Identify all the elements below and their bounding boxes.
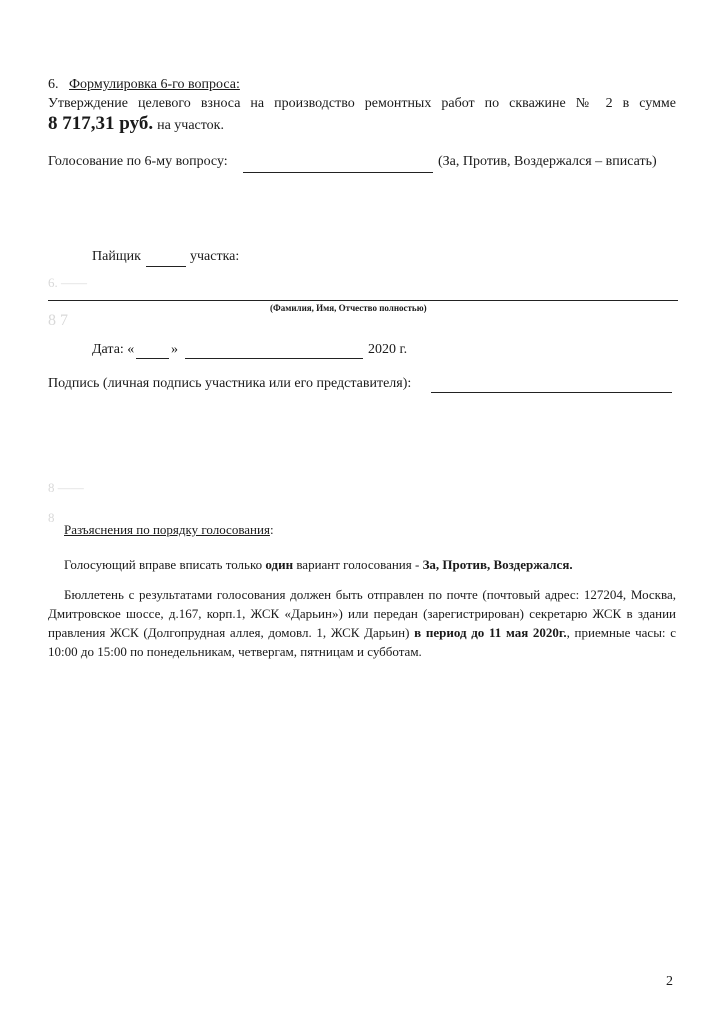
fio-input-line[interactable]: [48, 286, 678, 301]
p1-text-bold-options: За, Против, Воздержался.: [422, 557, 573, 572]
show-through-mark: 8 ——: [48, 480, 84, 495]
date-year: 2020 г.: [368, 342, 408, 357]
explanation-paragraph-1: [64, 555, 676, 574]
question-amount-line: [48, 113, 224, 135]
question-heading-text: Формулировка 6-го вопроса:: [69, 77, 240, 92]
question-number: 6.: [48, 77, 59, 92]
p2-text-bold-deadline: в период до 11 мая 2020г.: [414, 625, 567, 640]
p1-text-a: Голосующий вправе вписать только: [64, 557, 266, 572]
explanations-heading: [64, 522, 274, 538]
explanations-heading-text: Разъяснения по порядку голосования: [64, 522, 270, 537]
question-heading: [48, 77, 240, 93]
question-amount-suffix: на участок.: [157, 118, 224, 133]
signature-label: Подпись (личная подпись участника или его представителя):: [48, 376, 412, 391]
signature-input-line[interactable]: [431, 378, 672, 393]
explanations-heading-colon: :: [269, 522, 274, 537]
p1-text-bold-one: один: [265, 557, 294, 572]
show-through-mark: 8: [48, 510, 55, 525]
member-label-prefix: Пайщик: [92, 249, 141, 264]
date-label: Дата: «: [92, 342, 135, 357]
fio-caption: (Фамилия, Имя, Отчество полностью): [270, 303, 427, 313]
vote-label: Голосование по 6-му вопросу:: [48, 154, 228, 169]
member-label-suffix: участка:: [190, 249, 240, 264]
date-month-input-line[interactable]: [185, 344, 363, 359]
page-number: 2: [666, 974, 673, 989]
plot-number-input-line[interactable]: [146, 252, 186, 267]
question-amount: 8 717,31 руб.: [48, 113, 154, 134]
vote-input-line[interactable]: [243, 157, 433, 173]
date-day-input-line[interactable]: [136, 344, 169, 359]
p2-text-c: , приемные часы: с 10:00 до 15:00 по понедельникам, четвергам, пятницам и субботам.: [48, 625, 676, 659]
date-quote-close: »: [171, 342, 178, 357]
explanation-paragraph-2: [48, 585, 676, 661]
question-text: Утверждение целевого взноса на производство ремонтных работ по скважине № 2 в сумме: [48, 96, 676, 111]
p2-text-a: Бюллетень с результатами голосования должен быть отправлен по почте (почтовый адрес: 127204, Москва, Дмитровское шоссе, д.167, корп.1, ЖСК «Дарьин») или передан (зарегистрирован) секретарю ЖСК в здании правления ЖСК (Долгопрудная аллея, домовл. 1, ЖСК Дарьин): [48, 587, 676, 640]
p1-text-c: вариант голосования -: [293, 557, 423, 572]
show-through-mark: 6. ——: [48, 275, 87, 290]
show-through-mark: 8 7: [48, 312, 68, 329]
vote-hint: (За, Против, Воздержался – вписать): [438, 154, 657, 169]
